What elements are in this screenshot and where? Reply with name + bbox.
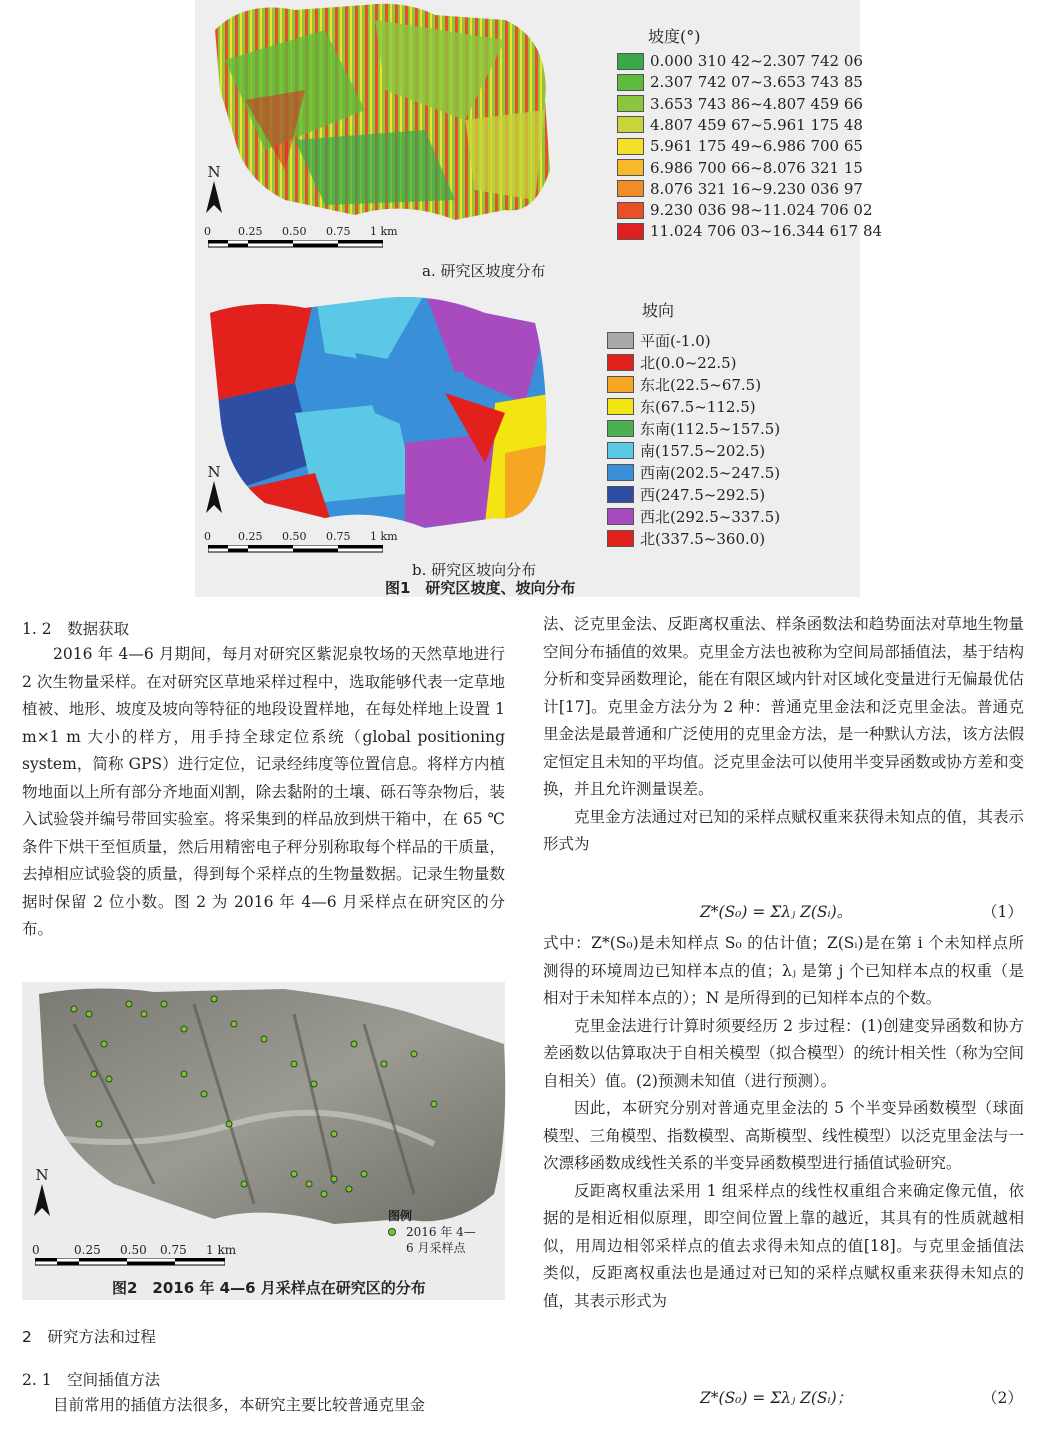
scale-label: 0.50 [120,1243,147,1257]
legend-label: 西北(292.5~337.5) [640,508,781,526]
legend-swatch [617,223,644,240]
section-2-1-heading: 2. 1 空间插值方法 [22,1371,161,1389]
legend-label: 6.986 700 66~8.076 321 15 [650,158,863,177]
legend-row [607,418,780,439]
legend-row [617,95,863,113]
legend-swatch [607,486,634,503]
scale-label: 0.50 [282,225,307,238]
paragraph: 式中：Z*(S₀)是未知样点 S₀ 的估计值；Z(Sᵢ)是在第 i 个未知样点所测得的环境周边已知样本点的值；λⱼ 是第 j 个已知样本点的权重（是相对于未知样本点的）；N 是所得到的已知样本点的个数。 [543,934,1024,1007]
north-arrow-3 [32,1166,52,1222]
legend-row [617,52,863,70]
scale-label: 0.75 [326,225,351,238]
legend-row [607,484,765,505]
scale-label: 1 km [370,530,398,543]
legend-label: 西(247.5~292.5) [640,486,766,504]
north-arrow-icon [204,181,224,215]
legend-swatch [607,398,634,415]
slope-map [205,0,565,225]
legend-row [607,352,737,373]
equation-2-number: （2） [982,1389,1023,1407]
legend-label: 平面(-1.0) [640,332,711,350]
legend-label: 11.024 706 03~16.344 617 84 [650,222,883,241]
legend-swatch [607,442,634,459]
sample-point-icon [388,1228,396,1236]
paragraph: 反距离权重法采用 1 组采样点的线性权重组合来确定像元值，依据的是相近相似原理，即空间位置上靠的越近，其具有的性质就越相似，用周边相邻采样点的值去求得未知点的值[18]。与克里金插值法类似，反距离权重法也是通过对已知的采样点赋权重来获得未知点的值，其表示形式为 [543,1181,1024,1310]
north-label: N [207,463,221,481]
equation-2: Z*(S₀) = Σλⱼ Z(Sᵢ)； [700,1389,853,1407]
paragraph: 克里金法进行计算时须要经历 2 步过程：(1)创建变异函数和协方差函数以估算取决于自相关模型（拟合模型）的统计相关性（称为空间自相关）值。(2)预测未知值（进行预测）。 [543,1016,1024,1090]
paragraph: 2016 年 4—6 月期间，每月对研究区紫泥泉牧场的天然草地进行 2 次生物量采样。在对研究区草地采样过程中，选取能够代表一定草地植被、地形、坡度及坡向等特征的地段设置样地，在每处样地上设置 1 m×1 m 大小的样方，用手持全球定位系统（global positioning system，简称 GPS）进行定位，记录经纬度等位置信息。将样方内植物地面以上所有部分齐地面刈割，除去黏附的土壤、砾石等杂物后，装入试验袋并编号带回实验室。将采集到的样品放到烘干箱中，在 65 ℃条件下烘干至恒质量，然后用精密电子秤分别称取每个样品的干质量，去掉相应试验袋的质量，得到每个采样点的生物量数据。记录生物量数据时保留 2 位小数。图 2 为 2016 年 4—6 月采样点在研究区的分布。 [22,645,505,938]
legend-label: 4.807 459 67~5.961 175 48 [650,115,863,134]
legend-label: 东南(112.5~157.5) [640,420,781,438]
scale-bar-1 [208,240,383,248]
legend-row [617,137,863,155]
north-arrow-1 [204,163,224,219]
legend-label: 9.230 036 98~11.024 706 02 [650,201,873,220]
legend-row [607,374,761,395]
section-1-2-heading: 1. 2 数据获取 [22,620,130,638]
legend-swatch [617,116,644,133]
legend-label: 8.076 321 16~9.230 036 97 [650,179,863,198]
legend-row [617,180,863,198]
legend-swatch [607,332,634,349]
slope-legend-title: 坡度(°) [648,27,701,46]
legend-row [607,528,765,549]
fig2-caption: 图2 2016 年 4—6 月采样点在研究区的分布 [112,1279,426,1297]
north-label: N [207,163,221,181]
scale-label: 0.50 [282,530,307,543]
scale-labels-3 [32,1243,236,1257]
north-arrow-2 [204,463,224,519]
legend-swatch [607,354,634,371]
scale-label: 0 [32,1243,40,1257]
scale-label: 1 km [206,1243,237,1257]
scale-bar-2 [208,545,383,553]
legend-label: 5.961 175 49~6.986 700 65 [650,137,863,156]
scale-labels-1 [204,225,398,238]
scale-label: 0.25 [74,1243,101,1257]
left-paragraph-1 [22,641,505,944]
legend-row [617,201,873,219]
legend-swatch [607,530,634,547]
legend-row [617,159,863,177]
legend-label: 西南(202.5~247.5) [640,464,781,482]
legend-swatch [617,180,644,197]
paragraph: 克里金方法通过对已知的采样点赋权重来获得未知点的值，其表示形式为 [543,807,1024,853]
legend-row [607,396,756,417]
scale-label: 0 [204,225,211,238]
legend-label: 0.000 310 42~2.307 742 06 [650,52,863,70]
section-2-heading: 2 研究方法和过程 [22,1328,156,1346]
fig2-legend [388,1208,476,1256]
legend-row [607,462,780,483]
legend-label: 2.307 742 07~3.653 743 85 [650,73,863,92]
scale-labels-2 [204,530,398,543]
scale-bar-3 [35,1258,225,1266]
legend-swatch [607,508,634,525]
paragraph: 因此，本研究分别对普通克里金法的 5 个半变异函数模型（球面模型、三角模型、指数模型、高斯模型、线性模型）以泛克里金法与一次漂移函数成线性关系的半变异函数模型进行插值试验研究。 [543,1099,1024,1172]
legend-title: 图例 [388,1209,413,1223]
fig1a-caption: a. 研究区坡度分布 [422,262,546,280]
legend-label: 北(0.0~22.5) [640,354,737,372]
north-arrow-icon [32,1184,52,1218]
legend-swatch [617,202,644,219]
legend-swatch [607,376,634,393]
legend-label: 东(67.5~112.5) [640,398,756,416]
legend-row [607,506,780,527]
sampling-map [34,984,509,1234]
scale-label: 0 [204,530,211,543]
fig1-caption: 图1 研究区坡度、坡向分布 [385,579,576,597]
legend-row [607,440,765,461]
legend-swatch [617,53,644,70]
aspect-legend-title: 坡向 [642,301,675,320]
legend-row [607,330,711,351]
scale-label: 0.75 [326,530,351,543]
aspect-map [205,293,555,533]
legend-label: 3.653 743 86~4.807 459 66 [650,94,863,113]
legend-label: 东北(22.5~67.5) [640,376,762,394]
legend-swatch [607,420,634,437]
scale-label: 1 km [370,225,398,238]
scale-label: 0.75 [160,1243,187,1257]
paragraph: 目前常用的插值方法很多，本研究主要比较普通克里金 [53,1396,426,1414]
scale-label: 0.25 [238,225,263,238]
legend-swatch [617,159,644,176]
scale-label: 0.25 [238,530,263,543]
legend-label: 南(157.5~202.5) [640,442,766,460]
legend-row [617,222,882,240]
equation-1: Z*(S₀) = Σλⱼ Z(Sᵢ)。 [700,903,853,921]
legend-swatch [617,74,644,91]
legend-label: 6 月采样点 [406,1241,466,1255]
legend-label: 2016 年 4— [406,1225,476,1239]
right-column-bottom [543,930,1024,1315]
legend-swatch [607,464,634,481]
legend-label: 北(337.5~360.0) [640,530,766,548]
north-label: N [35,1166,49,1184]
left-paragraph-2 [22,1392,505,1420]
equation-1-number: （1） [982,903,1023,921]
north-arrow-icon [204,481,224,515]
right-column-top [543,611,1024,859]
legend-row [617,73,863,91]
legend-row [617,116,863,134]
paragraph: 法、泛克里金法、反距离权重法、样条函数法和趋势面法对草地生物量空间分布插值的效果。克里金方法也被称为空间局部插值法，基于结构分析和变异函数理论，能在有限区域内针对区域化变量进行无偏最优估计[17]。克里金方法分为 2 种：普通克里金法和泛克里金法。普通克里金法是最普通和广泛使用的克里金方法，是一种默认方法，该方法假定恒定且未知的平均值。泛克里金法可以使用半变异函数或协方差和变换，并且允许测量误差。 [543,615,1024,798]
legend-swatch [617,95,644,112]
legend-swatch [617,138,644,155]
fig1b-caption: b. 研究区坡向分布 [412,561,537,579]
